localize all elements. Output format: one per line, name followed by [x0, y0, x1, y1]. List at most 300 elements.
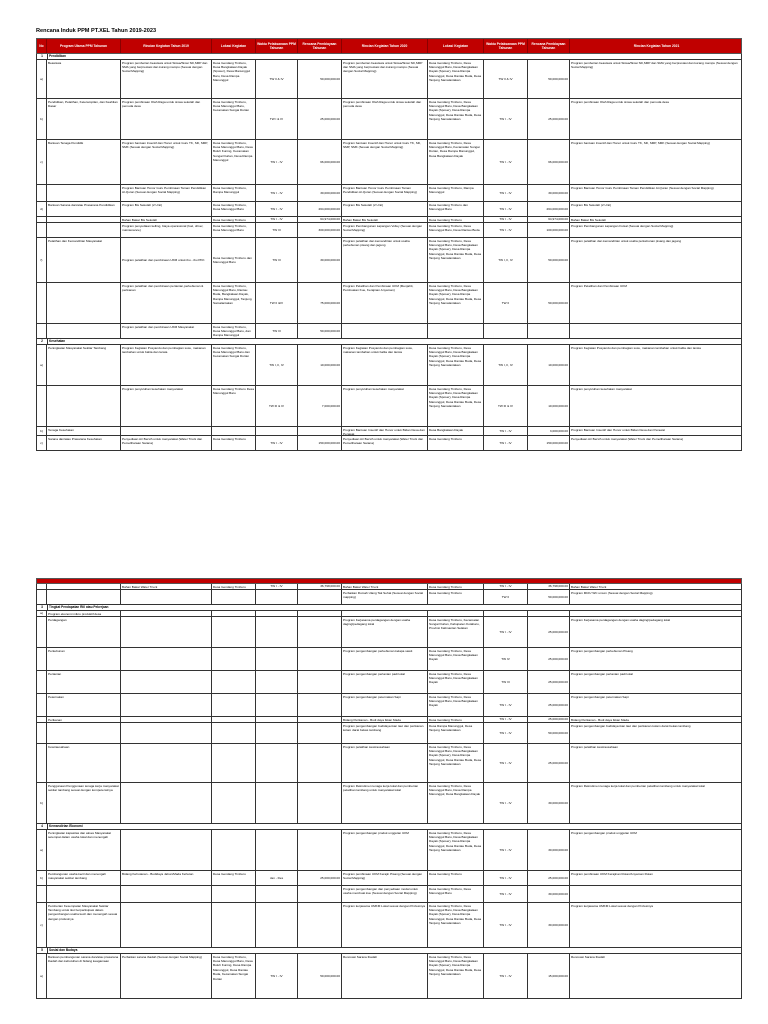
row-no-text: b): [40, 800, 43, 805]
rincian-2020-text: Program Pembangunan Lapangan Volley (Sesuai dengan Social Mapping): [343, 223, 423, 232]
waktu-2-cell: [484, 202, 528, 216]
waktu-1-cell: [256, 783, 298, 823]
rencana-1-cell: [298, 830, 342, 870]
rincian-2019-cell: [121, 99, 212, 139]
row-no-cell: [37, 717, 47, 722]
rincian-2021-cell: [570, 99, 742, 139]
waktu-2-cell: [484, 694, 528, 716]
waktu-2-text: TW III: [501, 679, 510, 684]
rincian-2021-cell: [570, 427, 742, 435]
rincian-2020-cell: [342, 671, 428, 693]
table-row: [36, 238, 742, 283]
rincian-2021-cell: [570, 717, 742, 722]
lokasi-2-text: Desa Gendang Timburu: [429, 584, 462, 589]
rincian-2020-text: Program Kerjasama perdagangan dengan usaha daging/pedagang lokal: [343, 617, 411, 626]
lokasi-1-cell: [212, 886, 256, 902]
program-utama-cell: [47, 886, 121, 902]
rincian-2021-text: Program Pembangunan Lapangan Futsal (Sesuai dengan Social Mapping): [571, 223, 674, 228]
lokasi-1-text: Desa Gendang Timburu: [213, 217, 246, 222]
rencana-1-text: 25,000,000.00: [320, 875, 340, 880]
waktu-1-cell: [256, 611, 298, 616]
program-utama-cell: [47, 617, 121, 647]
rencana-2-text: 25,000,000.00: [548, 760, 568, 765]
lokasi-1-text: Desa Gendang Timburu: [213, 436, 246, 441]
rencana-2-cell: [528, 723, 570, 743]
rencana-2-cell: [528, 744, 570, 782]
rincian-2021-cell: [570, 590, 742, 604]
rencana-1-cell: [298, 723, 342, 743]
program-utama-cell: [47, 744, 121, 782]
lokasi-1-text: Desa Gendang Timburu dan Manunggul Baru: [213, 255, 252, 264]
rincian-2021-cell: [570, 584, 742, 589]
lokasi-2-cell: [428, 185, 484, 201]
waktu-1-text: TW I - IV: [270, 159, 283, 164]
waktu-1-cell: [256, 871, 298, 885]
rencana-1-cell: [298, 954, 342, 998]
rincian-2020-text: Program pengembangan peternakan Sapi: [343, 694, 401, 699]
rencana-2-text: 25,000,000.00: [548, 875, 568, 880]
row-no-cell: [37, 283, 47, 323]
rincian-2021-text: Program kerjasama UMKM Lokal sesuai dengan Profesinya: [571, 903, 654, 908]
waktu-2-cell: [484, 217, 528, 222]
lokasi-2-cell: [428, 903, 484, 947]
rincian-2019-cell: [121, 648, 212, 670]
waktu-2-cell: [484, 617, 528, 647]
header-program-utama: Program Utama PPM Tahunan: [47, 39, 121, 53]
program-utama-text: Pembangunan usaha kecil dan menengah masyarakat sekitar tambang: [48, 871, 106, 880]
rincian-2019-cell: [121, 717, 212, 722]
rencana-1-cell: [298, 345, 342, 385]
rencana-2-cell: [528, 283, 570, 323]
rincian-2021-cell: [570, 694, 742, 716]
table-row: [36, 830, 742, 871]
rincian-2019-cell: [121, 140, 212, 184]
rencana-2-cell: [528, 185, 570, 201]
header-no: No: [37, 39, 47, 53]
waktu-1-cell: [256, 954, 298, 998]
program-utama-text: Peningkatan kapasitas dan akses Masyarakat setempat dalam usaha lokal dan menengah: [48, 830, 111, 839]
waktu-1-text: TW II &IV: [269, 300, 284, 305]
program-utama-cell: [47, 427, 121, 435]
row-no-cell: [37, 436, 47, 450]
rencana-1-text: 75,000,000.00: [320, 300, 340, 305]
rencana-2-text: 30,000,000.00: [548, 800, 568, 805]
lokasi-2-text: Desa Gendang Timburu, Desa Manunggul Baru, Desa Rantau Buda: [429, 223, 480, 232]
lokasi-1-cell: [212, 217, 256, 222]
waktu-2-text: TW I - IV: [499, 440, 512, 445]
rincian-2019-text: Bidang Kehutanan - Budidaya Jabon/Mada Kehutan: [122, 871, 194, 876]
rincian-2021-cell: [570, 60, 742, 98]
rincian-2021-text: Program pengembangan pertanian padi lokal: [571, 671, 633, 676]
lokasi-1-cell: [212, 617, 256, 647]
program-utama-text: Program ekonomi mikro produktif desa: [48, 611, 102, 616]
rincian-2020-cell: [342, 140, 428, 184]
waktu-2-cell: [484, 744, 528, 782]
row-no-text: a): [40, 76, 43, 81]
rencana-1-cell: [298, 744, 342, 782]
table-row: [36, 386, 742, 427]
row-no-cell: [37, 954, 47, 998]
lokasi-2-text: Desa Gendang Timburu: [429, 217, 462, 222]
waktu-1-cell: [256, 903, 298, 947]
waktu-1-cell: [256, 202, 298, 216]
section-number: 4: [37, 824, 48, 829]
section-number: 5: [37, 948, 48, 953]
rincian-2021-cell: [570, 386, 742, 426]
program-utama-cell: [47, 871, 121, 885]
waktu-1-cell: [256, 140, 298, 184]
rencana-1-cell: [298, 617, 342, 647]
lokasi-2-text: Desa Rampa Manunggul, Desa Tanjung Samalantakan: [429, 723, 473, 732]
rincian-2019-cell: [121, 436, 212, 450]
rincian-2020-text: Program Bantuan Insentif dan Honor untuk Bidan Desa dan Perawat: [343, 427, 425, 435]
row-no-cell: [37, 217, 47, 222]
section-number: 3: [37, 605, 48, 610]
program-utama-text: Penggunaan Penggunaan tenaga kerja masyarakat sekitar tambang sesuai dengan kompetensinya: [48, 783, 119, 792]
header-rencana-2: Rencana Pembiayaan Tahunan: [528, 39, 570, 53]
lokasi-2-text: Desa Gendang Timburu, Desa Manunggul Baru, Desa Bangkalaan Dayak: [429, 694, 478, 708]
waktu-2-cell: [484, 283, 528, 323]
header-lokasi-2: Lokasi Kegiatan: [428, 39, 484, 53]
waktu-1-cell: [256, 648, 298, 670]
lokasi-1-cell: [212, 611, 256, 616]
rincian-2020-text: Program pelatihan dan kemandirian untuk usaha perkebunan pisang dan jagung: [343, 238, 410, 247]
table-row: [36, 671, 742, 694]
row-no-cell: [37, 903, 47, 947]
rincian-2020-text: Program pengembangan budidaya ikan laut dan perikanan kolam darat bekas tambang: [343, 723, 424, 732]
program-utama-cell: [47, 436, 121, 450]
program-utama-cell: [47, 185, 121, 201]
rencana-1-cell: [298, 238, 342, 282]
row-no-cell: [37, 611, 47, 616]
lokasi-1-cell: [212, 436, 256, 450]
rincian-2020-cell: [342, 871, 428, 885]
waktu-2-text: TW I - IV: [499, 847, 512, 852]
rencana-1-text: 50,000,000.00: [320, 973, 340, 978]
row-no-cell: [37, 324, 47, 338]
lokasi-1-cell: [212, 903, 256, 947]
lokasi-2-cell: [428, 436, 484, 450]
rincian-2021-text: Program Pelatihan dan Pembinaan UKM: [571, 283, 627, 288]
waktu-1-cell: [256, 584, 298, 589]
rincian-2020-text: Program Bantuan Honor Guru Pembinaan Taman Pendidikan Al-Quran (Sesuai dengan Social Mapping): [343, 185, 417, 194]
lokasi-1-cell: [212, 717, 256, 722]
rincian-2019-text: Program Bantuan Honor Guru Pembinaan Taman Pendidikan Al-Quran (Sesuai dengan Social Mapping): [122, 185, 207, 194]
rencana-2-text: 15,000,000.00: [548, 973, 568, 978]
row-no-cell: [37, 584, 47, 589]
program-utama-cell: [47, 386, 121, 426]
lokasi-2-text: Desa Gendang Timburu: [429, 871, 462, 876]
waktu-1-cell: [256, 717, 298, 722]
rincian-2021-text: Program pembinaan Olah Raga untuk siswa sekolah dan pemuda desa: [571, 99, 669, 104]
section-number: 1: [37, 54, 48, 59]
rincian-2020-text: Program Rekruitmen tenaga kerja lokal dan pemberian pelatihan tambang untuk masyarakat lokal: [343, 783, 419, 792]
rincian-2019-text: Program bantuan Insentif dan Honor untuk Guru TK, SD, SMP, SMK (Sesuai dengan Social Mapping): [122, 140, 208, 149]
row-no-text: b): [40, 428, 43, 433]
section-title: Kemandirian Ekonomi: [49, 824, 83, 828]
rencana-2-text: 100,000,000.00: [546, 227, 568, 232]
rincian-2021-cell: [570, 903, 742, 947]
rincian-2020-cell: [342, 886, 428, 902]
lokasi-2-cell: [428, 717, 484, 722]
lokasi-2-text: Desa Gendang Timburu, Desa Manunggul Baru, Desa Bangkalaan Dayak (Sposer), Desa Rampa Manunggul, Desa Rantau Buda, Desa Tanjung Samalantakan: [429, 60, 482, 83]
rincian-2020-text: Program pembinaan UKM Kerajin Pisang (Sesuai dengan Social Mapping): [343, 871, 423, 880]
rincian-2019-cell: [121, 871, 212, 885]
lokasi-2-cell: [428, 590, 484, 604]
table-row: [36, 617, 742, 648]
rincian-2019-text: Perbaikan sarana ibadah (Sesuai dengan Social Mapping): [122, 954, 202, 959]
table-body: [36, 54, 742, 451]
rincian-2021-cell: [570, 886, 742, 902]
row-no-cell: [37, 783, 47, 823]
header-waktu-2: Waktu Pelaksanaan PPM Tahunan: [484, 39, 528, 53]
table-row: [36, 324, 742, 339]
rincian-2019-cell: [121, 694, 212, 716]
lokasi-1-cell: [212, 871, 256, 885]
rencana-2-cell: [528, 436, 570, 450]
row-no-cell: [37, 238, 47, 282]
rencana-2-text: 50,000,000.00: [548, 257, 568, 262]
program-utama-text: Perkebunan: [48, 648, 65, 653]
rincian-2021-text: Program Kegiatan Posyandu dan pembagian susu, makanan tambahan untuk balita dan lansia: [571, 345, 701, 350]
row-no-text: a): [40, 611, 43, 616]
rencana-2-cell: [528, 202, 570, 216]
rincian-2021-cell: [570, 202, 742, 216]
lokasi-1-cell: [212, 99, 256, 139]
row-no-text: a): [40, 847, 43, 852]
lokasi-2-text: Desa Gendang Timburu, Desa Manunggul Baru, Desa Bangkalaan Dayak (Sposer), Desa Rampa Manunggul, Desa Rantau Buda, Desa Tanjung Samalantakan: [429, 99, 482, 122]
row-no-text: c): [40, 440, 43, 445]
waktu-2-cell: [484, 386, 528, 426]
lokasi-2-cell: [428, 871, 484, 885]
row-no-cell: [37, 590, 47, 604]
lokasi-2-cell: [428, 324, 484, 338]
rincian-2021-text: Program bantuan Insentif dan Honor untuk Guru TK, SD, SMP, SMK (Sesuai dengan Social Mapping): [571, 140, 711, 145]
lokasi-1-cell: [212, 584, 256, 589]
lokasi-2-cell: [428, 223, 484, 237]
rincian-2021-cell: [570, 324, 742, 338]
rencana-1-cell: [298, 60, 342, 98]
waktu-2-cell: [484, 140, 528, 184]
rencana-2-cell: [528, 345, 570, 385]
lokasi-2-cell: [428, 886, 484, 902]
lokasi-1-cell: [212, 671, 256, 693]
lokasi-2-cell: [428, 694, 484, 716]
rincian-2021-text: Bidang Perikanan - Budi daya Ikkan Mada: [571, 717, 629, 722]
rencana-1-cell: [298, 427, 342, 435]
lokasi-2-text: Desa Gendang Timburu, Desa Manunggul Baru, Desa Bangkalaan Dayak (Sposer), Desa Rampa Manunggul, Desa Rantau Buda, Desa Tanjung Samalantakan: [429, 903, 482, 926]
rencana-1-cell: [298, 694, 342, 716]
lokasi-1-cell: [212, 590, 256, 604]
rincian-2021-text: Bahan Bakar Water Truck: [571, 584, 607, 589]
rencana-2-cell: [528, 694, 570, 716]
row-no-cell: [37, 694, 47, 716]
program-utama-text: Bantuan Sarana dan/atau Prasarana Pendidikan: [48, 202, 115, 207]
program-utama-text: Bantuan Tenaga Pendidik: [48, 140, 84, 145]
row-no-cell: [37, 99, 47, 139]
rincian-2019-cell: [121, 886, 212, 902]
table-row: [36, 744, 742, 783]
rencana-1-cell: [298, 886, 342, 902]
row-no-cell: [37, 60, 47, 98]
lokasi-2-text: Desa Gendang Timburu: [429, 436, 462, 441]
document-title: Rencana Induk PPM PT.XEL Tahun 2019-2023: [36, 28, 157, 34]
lokasi-2-cell: [428, 386, 484, 426]
row-no-text: b): [40, 116, 43, 121]
waktu-2-cell: [484, 717, 528, 722]
rincian-2019-text: Bahan Bakar Bis Sekolah: [122, 217, 158, 222]
rincian-2021-cell: [570, 723, 742, 743]
waktu-2-text: TW II: [501, 594, 510, 599]
row-no-cell: [37, 202, 47, 216]
waktu-2-cell: [484, 886, 528, 902]
waktu-1-cell: [256, 60, 298, 98]
waktu-2-text: TW I - IV: [499, 190, 512, 195]
waktu-1-text: TW III: [272, 328, 281, 333]
row-no-text: d): [40, 206, 43, 211]
row-no-cell: [37, 140, 47, 184]
waktu-1-cell: [256, 185, 298, 201]
table-row: [36, 886, 742, 903]
waktu-1-cell: [256, 238, 298, 282]
lokasi-2-cell: [428, 99, 484, 139]
program-utama-cell: [47, 345, 121, 385]
rencana-1-cell: [298, 223, 342, 237]
waktu-1-text: TW III: [272, 227, 281, 232]
lokasi-2-cell: [428, 427, 484, 435]
rincian-2021-text: Program pembinaan UKM Kerajinan Rotan/Anyaman Rotan: [571, 871, 653, 876]
program-utama-cell: [47, 140, 121, 184]
program-utama-text: Tenaga Kesehatan: [48, 427, 74, 432]
lokasi-1-text: Desa Gendang Timburu: [213, 871, 246, 876]
rincian-2019-cell: [121, 283, 212, 323]
rencana-2-text: 25,000,000.00: [548, 656, 568, 661]
rincian-2020-cell: [342, 590, 428, 604]
rencana-2-cell: [528, 584, 570, 589]
rencana-2-cell: [528, 954, 570, 998]
rincian-2020-text: Program Kegiatan Posyandu dan pembagian susu, makanan tambahan untuk balita dan lansia: [343, 345, 413, 354]
program-utama-text: Pertanian: [48, 671, 62, 676]
rencana-2-cell: [528, 830, 570, 870]
lokasi-1-cell: [212, 694, 256, 716]
rencana-1-text: 10,000,000.00: [320, 362, 340, 367]
waktu-1-cell: [256, 830, 298, 870]
waktu-2-text: TW I - IV: [499, 922, 512, 927]
program-utama-cell: [47, 223, 121, 237]
lokasi-2-cell: [428, 584, 484, 589]
waktu-1-text: Jan - Des: [269, 875, 284, 880]
waktu-2-text: TW I - IV: [499, 584, 512, 589]
waktu-1-text: TW I - IV: [270, 217, 283, 222]
rencana-1-cell: [298, 324, 342, 338]
rencana-1-cell: [298, 590, 342, 604]
rincian-2019-cell: [121, 60, 212, 98]
lokasi-2-text: Desa Gendang Timburu, Desa Manunggul Baru, Desa Bangkalaan Dayak (Sposer), Desa Rampa Manunggul, Desa Rantau Buda, Desa Tanjung Samalantakan: [429, 345, 482, 368]
rencana-2-cell: [528, 60, 570, 98]
rencana-2-cell: [528, 671, 570, 693]
row-no-cell: [37, 830, 47, 870]
section-title: Sosial dan Budaya: [49, 948, 78, 952]
rencana-2-cell: [528, 611, 570, 616]
waktu-2-text: TW I - IV: [499, 800, 512, 805]
program-utama-text: Pelatihan dan Kemandirian Masyarakat: [48, 238, 103, 243]
lokasi-1-cell: [212, 954, 256, 998]
table-row: [36, 99, 742, 140]
lokasi-2-cell: [428, 238, 484, 282]
section-title: Tingkat Pendapatan Riil atau Pekerjaan: [49, 605, 109, 609]
lokasi-1-text: Desa Gendang Timburu Desa Manunggul Baru: [213, 386, 254, 395]
lokasi-1-cell: [212, 723, 256, 743]
rincian-2019-text: Program pelatihan dan pembinaan UKM Masyarakat: [122, 324, 195, 329]
rencana-2-cell: [528, 238, 570, 282]
waktu-2-text: TW I - IV: [499, 760, 512, 765]
rincian-2021-text: Program pengembangan peternakan Sapi: [571, 694, 629, 699]
rincian-2019-cell: [121, 611, 212, 616]
program-utama-text: Perdagangan: [48, 617, 67, 622]
row-no-cell: [37, 886, 47, 902]
rincian-2019-cell: [121, 386, 212, 426]
rincian-2019-text: Program penyediaan kelling, biaya operasional (fuel, driver, maintenance): [122, 223, 204, 232]
table-row: [36, 783, 742, 824]
waktu-2-text: TW II & IV: [498, 76, 513, 81]
rencana-1-cell: [298, 140, 342, 184]
lokasi-2-text: Desa Gendang Timburu, Desa Manunggul Baru, Desa Bangkalaan Dayak (Sposer), Desa Rampa Manunggul, Desa Rantau Buda, Desa Tanjung Samalantakan: [429, 744, 482, 767]
program-utama-text: Perikanan: [48, 717, 62, 722]
rencana-1-text: 66,000,000.00: [320, 159, 340, 164]
lokasi-1-cell: [212, 386, 256, 426]
waktu-2-cell: [484, 223, 528, 237]
table-row: [36, 185, 742, 202]
waktu-1-cell: [256, 427, 298, 435]
rincian-2020-text: Bidang Perikanan - Budi daya Ikkan Mada: [343, 717, 401, 722]
lokasi-2-text: Desa Gendang Timburu, Desa Manunggul Baru, Desa Bangkalaan Dayak: [429, 671, 478, 685]
rincian-2019-text: Program Bis Sekolah (2 Unit): [122, 202, 163, 207]
rencana-1-cell: [298, 584, 342, 589]
rincian-2020-text: Program pengembangan pertanian padi lokal: [343, 671, 405, 676]
rencana-2-text: 50,000,000.00: [548, 730, 568, 735]
header-rincian-2020: Rincian Kegiatan Tahun 2020: [342, 39, 428, 53]
lokasi-1-text: Desa Gendang Timburu, Desa Manunggul Baru dan Kecamatan Sungai Durian: [213, 345, 250, 359]
lokasi-2-text: Desa Gendang Timburu dan Manunggul Baru: [429, 202, 468, 211]
rincian-2021-cell: [570, 238, 742, 282]
rencana-2-text: 50,000,000.00: [548, 300, 568, 305]
program-utama-text: Sarana dan/atau Prasarana Kesehatan: [48, 436, 102, 441]
rincian-2019-text: Penyediaan Air Bersih untuk masyarakat (Water Truck dan Pemeliharaan Sarana): [122, 436, 203, 445]
rencana-1-text: 50,000,000.00: [320, 76, 340, 81]
table-row: [36, 954, 742, 999]
waktu-2-text: TW I - IV: [499, 875, 512, 880]
rincian-2020-cell: [342, 202, 428, 216]
waktu-1-cell: [256, 324, 298, 338]
lokasi-1-cell: [212, 324, 256, 338]
rencana-1-cell: [298, 99, 342, 139]
waktu-1-cell: [256, 99, 298, 139]
waktu-2-text: TW II: [501, 300, 510, 305]
rincian-2019-text: Program pelatihan dan pembinaan pertanian,perkebunan & perikanan: [122, 283, 204, 292]
program-utama-cell: [47, 584, 121, 589]
rincian-2021-cell: [570, 140, 742, 184]
waktu-2-cell: [484, 185, 528, 201]
rincian-2021-cell: [570, 283, 742, 323]
waktu-2-text: TW I - IV: [499, 702, 512, 707]
rincian-2021-cell: [570, 617, 742, 647]
waktu-1-cell: [256, 694, 298, 716]
table-row: [36, 202, 742, 217]
rincian-2020-text: Renovasi Sarana Ibadah: [343, 954, 378, 959]
rencana-1-text: 64,974,000.00: [320, 217, 340, 222]
waktu-2-cell: [484, 723, 528, 743]
rincian-2020-cell: [342, 717, 428, 722]
